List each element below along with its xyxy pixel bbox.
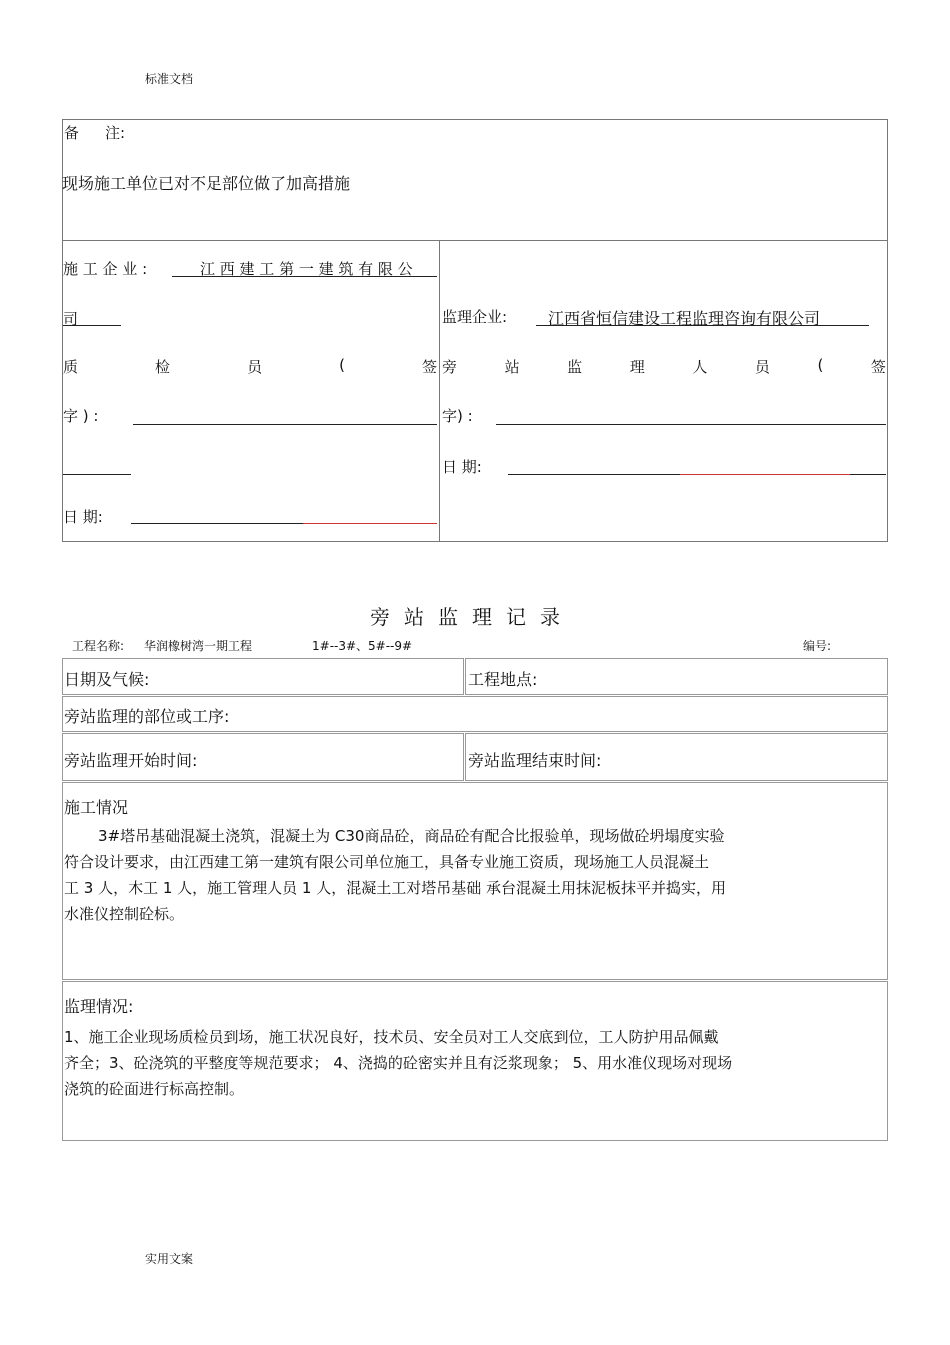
construction-cell[interactable]: [62, 782, 888, 980]
inspector-label: [63, 356, 437, 377]
project-label: 工程名称:: [72, 639, 125, 653]
supervisor-date-label: 日 期:: [442, 458, 482, 476]
project-scope: 1#--3#、5#--9#: [312, 639, 413, 653]
site-supervisor-char-8: 签: [870, 358, 886, 376]
remarks-label-1: 备: [64, 124, 80, 142]
inspector-char-2: 检: [155, 358, 171, 376]
supervision-line-3: 浇筑的砼面进行标高控制。: [64, 1080, 245, 1098]
site-supervisor-char-2: 站: [504, 358, 520, 376]
end-time-cell[interactable]: [465, 733, 888, 781]
site-supervisor-signature-line[interactable]: [496, 424, 886, 425]
footer-label: 实用文案: [145, 1252, 194, 1266]
contractor-underline-2: [63, 325, 121, 326]
supervisor-date-line[interactable]: [508, 474, 680, 475]
construction-line-4: 水准仪控制砼标。: [64, 905, 185, 923]
site-supervisor-label: [442, 356, 886, 377]
part-process-label: 旁站监理的部位或工序:: [64, 707, 230, 726]
contractor-date-label: 日 期:: [63, 508, 103, 526]
contractor-name-part1: 江 西 建 工 第 一 建 筑 有 限 公: [200, 260, 413, 278]
contractor-underline: [172, 276, 437, 277]
supervisor-date-line-red: [680, 474, 850, 475]
signature-divider: [439, 240, 440, 542]
inspector-char-4: (: [339, 356, 345, 374]
inspector-char-3: 员: [247, 358, 263, 376]
remarks-label-2: 注:: [105, 124, 126, 142]
location-label: 工程地点:: [468, 670, 538, 689]
supervisor-label: 监理企业:: [442, 308, 508, 326]
date-weather-label: 日期及气候:: [64, 670, 150, 689]
date-weather-cell[interactable]: [62, 658, 464, 695]
inspector-signature-line[interactable]: [133, 424, 437, 425]
end-time-label: 旁站监理结束时间:: [468, 751, 602, 770]
inspector-char-5: 签: [421, 358, 437, 376]
inspector-signature-line-2[interactable]: [63, 474, 131, 475]
part-process-cell[interactable]: [62, 696, 888, 732]
remarks-divider: [62, 240, 888, 241]
supervision-line-2: 齐全；3、砼浇筑的平整度等规范要求； 4、浇捣的砼密实并且有泛浆现象； 5、用水准仪现场对现场: [64, 1054, 733, 1072]
supervisor-date-line-end: [850, 474, 886, 475]
project-name: 华润橡树湾一期工程: [144, 639, 253, 653]
record-title: 旁站监理记录: [370, 605, 574, 629]
remarks-text: 现场施工单位已对不足部位做了加高措施: [62, 174, 351, 193]
supervision-title: 监理情况:: [64, 997, 134, 1016]
contractor-date-line-red: [303, 523, 437, 524]
supervision-line-1: 1、施工企业现场质检员到场，施工状况良好，技术员、安全员对工人交底到位，工人防护用品佩戴: [64, 1028, 719, 1046]
construction-line-1: 3#塔吊基础混凝土浇筑，混凝土为 C30商品砼，商品砼有配合比报验单，现场做砼坍塌度实验: [98, 827, 725, 845]
contractor-date-line[interactable]: [131, 523, 303, 524]
inspector-char-1: 质: [63, 358, 79, 376]
contractor-label: 施 工 企 业 :: [63, 260, 148, 278]
start-time-cell[interactable]: [62, 733, 464, 781]
start-time-label: 旁站监理开始时间:: [64, 751, 198, 770]
contractor-name-part2: 司: [63, 310, 79, 328]
site-supervisor-char-7: (: [817, 356, 824, 374]
construction-line-3: 工 3 人，木工 1 人，施工管理人员 1 人，混凝土工对塔吊基础 承台混凝土用抹泥板抹平并捣实，用: [64, 879, 727, 897]
site-supervisor-tail: 字) :: [442, 407, 473, 425]
number-label: 编号:: [803, 639, 832, 653]
location-cell[interactable]: [465, 658, 888, 695]
supervisor-name: 江西省恒信建设工程监理咨询有限公司: [548, 309, 821, 328]
header-label: 标准文档: [145, 72, 194, 86]
site-supervisor-char-4: 理: [629, 358, 645, 376]
supervisor-underline: [536, 325, 869, 326]
site-supervisor-char-5: 人: [692, 358, 708, 376]
supervision-cell[interactable]: [62, 981, 888, 1141]
site-supervisor-char-1: 旁: [442, 358, 458, 376]
construction-title: 施工情况: [64, 798, 129, 817]
site-supervisor-char-3: 监: [567, 358, 583, 376]
inspector-tail: 字 ) :: [63, 407, 99, 425]
site-supervisor-char-6: 员: [754, 358, 770, 376]
construction-line-2: 符合设计要求，由江西建工第一建筑有限公司单位施工，具备专业施工资质，现场施工人员混凝土: [64, 853, 710, 871]
